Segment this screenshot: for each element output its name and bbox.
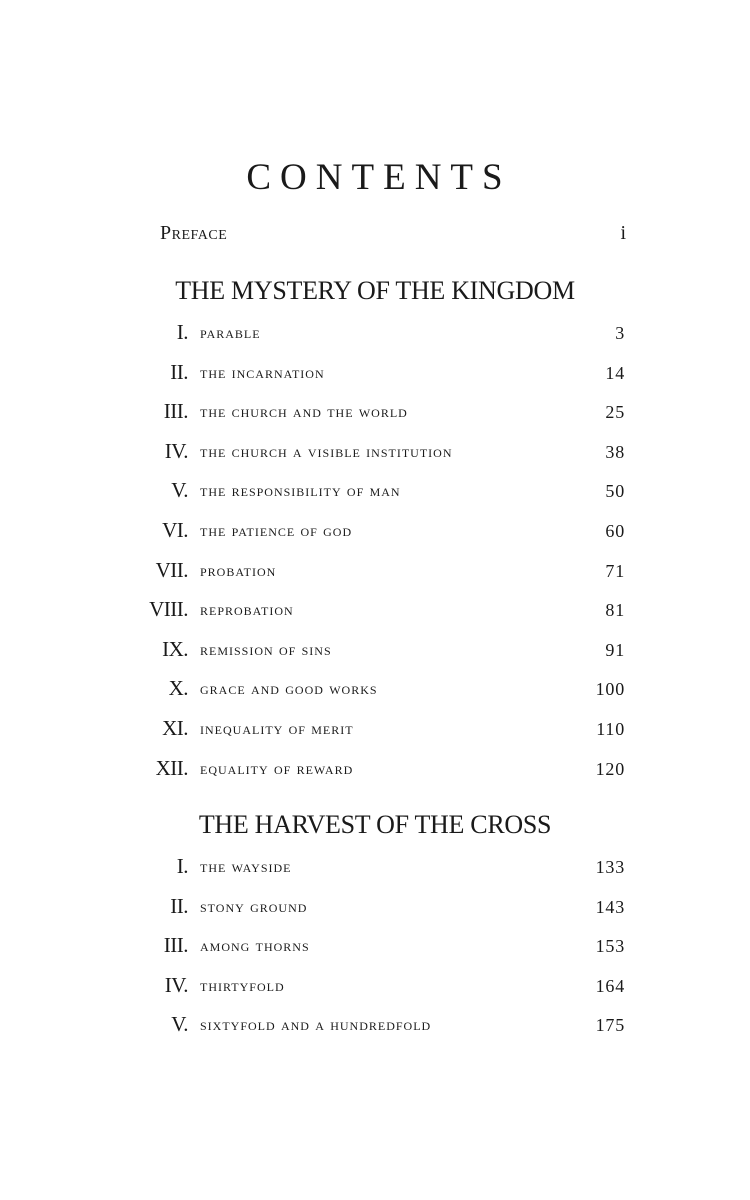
toc-entry	[0, 1012, 750, 1052]
chapter-title: thirtyfold	[200, 975, 285, 995]
chapter-number: XI.	[162, 715, 188, 740]
chapter-title: remission of sins	[200, 639, 332, 659]
chapter-title: inequality of merit	[200, 718, 354, 738]
toc-entry	[0, 676, 750, 716]
page-number: 143	[595, 896, 625, 917]
chapter-title: among thorns	[200, 936, 310, 956]
section-heading-mystery-of-the-kingdom: THE MYSTERY OF THE KINGDOM	[175, 276, 575, 305]
chapter-number: I.	[176, 320, 188, 344]
chapter-title: the wayside	[200, 857, 292, 876]
chapter-number: V.	[171, 478, 188, 503]
section-1-entry-list	[0, 320, 750, 795]
chapter-title: sixtyfold and a hundredfold	[200, 1015, 432, 1035]
chapter-number: II.	[170, 893, 188, 918]
chapter-number: VI.	[162, 517, 188, 542]
chapter-number: V.	[171, 1012, 188, 1037]
page-number: 71	[605, 560, 625, 581]
chapter-title: the incarnation	[200, 362, 325, 382]
toc-entry	[0, 854, 750, 894]
chapter-title: parable	[200, 323, 261, 342]
chapter-title: the church a visible institution	[200, 441, 453, 461]
page-number: 91	[605, 639, 625, 660]
toc-entry	[0, 756, 750, 796]
chapter-number: IV.	[164, 438, 188, 463]
preface-page-number: i	[620, 222, 626, 244]
chapter-title: equality of reward	[200, 758, 354, 778]
chapter-title: the responsibility of man	[200, 481, 401, 501]
chapter-title: reprobation	[200, 600, 294, 620]
page-number: 100	[595, 679, 625, 700]
page-title: CONTENTS	[246, 157, 512, 198]
chapter-title: the patience of god	[200, 520, 353, 540]
toc-entry	[0, 439, 750, 479]
toc-entry	[0, 399, 750, 439]
page-number: 164	[595, 975, 625, 996]
page-number: 3	[615, 323, 625, 343]
preface-label: Preface	[160, 222, 228, 244]
chapter-number: II.	[170, 359, 188, 384]
preface-entry	[160, 222, 626, 250]
page-number: 110	[596, 718, 625, 739]
toc-entry	[0, 894, 750, 934]
section-2-entry-list	[0, 854, 750, 1052]
page-number: 50	[605, 481, 625, 502]
toc-entry	[0, 360, 750, 400]
toc-entry	[0, 597, 750, 637]
chapter-number: XII.	[155, 755, 188, 780]
chapter-title: grace and good works	[200, 679, 378, 699]
page-number: 81	[605, 600, 625, 621]
chapter-title: stony ground	[200, 896, 308, 916]
chapter-number: IV.	[164, 972, 188, 997]
chapter-number: III.	[163, 399, 188, 424]
chapter-number: X.	[168, 676, 188, 701]
toc-entry	[0, 478, 750, 518]
page-number: 38	[605, 441, 625, 462]
toc-entry	[0, 320, 750, 360]
chapter-number: III.	[163, 933, 188, 958]
toc-entry	[0, 558, 750, 598]
chapter-number: IX.	[162, 636, 188, 661]
page-number: 133	[595, 857, 625, 877]
chapter-number: VIII.	[149, 597, 188, 622]
toc-entry	[0, 637, 750, 677]
page-number: 14	[605, 362, 625, 383]
chapter-number: I.	[176, 854, 188, 878]
chapter-title: probation	[200, 560, 277, 580]
page-number: 153	[595, 936, 625, 957]
page-number: 175	[595, 1015, 625, 1036]
toc-entry	[0, 716, 750, 756]
toc-entry	[0, 518, 750, 558]
toc-entry	[0, 933, 750, 973]
chapter-number: VII.	[155, 557, 188, 582]
toc-entry	[0, 973, 750, 1013]
page-number: 25	[605, 402, 625, 423]
chapter-title: the church and the world	[200, 402, 408, 422]
page-number: 60	[605, 520, 625, 541]
page-number: 120	[595, 758, 625, 779]
section-heading-harvest-of-the-cross: THE HARVEST OF THE CROSS	[198, 810, 552, 839]
